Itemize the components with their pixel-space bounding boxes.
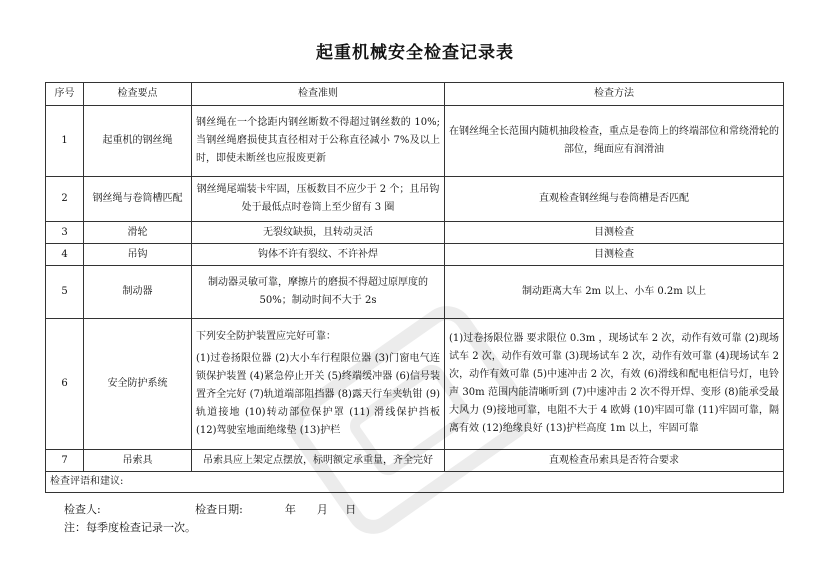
month-label: 月	[316, 503, 328, 516]
criteria-list: (1)过卷扬限位器 (2)大小车行程限位器 (3)门窗电气连锁保护装置 (4)紧急停止开关 (5)终端缓冲器 (6)信号装置齐全完好 (7)轨道端部阻挡器 (8)露天行车夹轨钳 (9)轨道接地 (10)转动部位保护罩 (11) 滑线保护挡板 (12)驾驶室地面绝缘垫 (13)护栏	[196, 353, 440, 436]
row-method: 制动距离大车 2m 以上、小车 0.2m 以上	[445, 266, 784, 319]
inspection-table	[45, 82, 784, 493]
row-criteria: 钢丝绳尾端装卡牢固，压板数目不应少于 2 个；且吊钩处于最低点时卷筒上至少留有 3 圈	[192, 177, 445, 222]
header-point: 检查要点	[84, 83, 192, 106]
header-method: 检查方法	[445, 83, 784, 106]
row-point: 起重机的钢丝绳	[84, 106, 192, 177]
table-row	[46, 222, 784, 244]
row-point: 制动器	[84, 266, 192, 319]
comments-label: 检查评语和建议:	[46, 472, 784, 493]
footer-note: 注：每季度检查记录一次。	[64, 521, 196, 534]
row-method: (1)过卷扬限位器 要求限位 0.3m ，现场试车 2 次，动作有效可靠 (2)现场试车 2 次，动作有效可靠 (3)现场试车 2 次，动作有效可靠 (4)现场试车 2 次，动作有效可靠 (5)中速冲击 2 次，有效 (6)滑线和配电柜信号灯，电铃声 30m 范围内能清晰听到 (7)中速冲击 2 次不得开焊、变形 (8)能承受最大风力 (9)接地可靠，电阻不大于 4 欧姆 (10)牢固可靠 (11)牢固可靠，隔离有效 (12)绝缘良好 (13)护栏高度 1m 以上，牢固可靠	[445, 319, 784, 450]
page-title: 起重机械安全检查记录表	[316, 43, 514, 63]
row-method: 目测检查	[445, 222, 784, 244]
day-label: 日	[345, 503, 357, 516]
header-criteria: 检查准则	[192, 83, 445, 106]
row-seq: 4	[46, 244, 84, 266]
year-label: 年	[284, 503, 296, 516]
table-row	[46, 177, 784, 222]
row-method: 直观检查吊索具是否符合要求	[445, 450, 784, 472]
row-criteria: 钩体不许有裂纹、不许补焊	[192, 244, 445, 266]
row-point: 钢丝绳与卷筒槽匹配	[84, 177, 192, 222]
table-row	[46, 450, 784, 472]
header-seq: 序号	[46, 83, 84, 106]
row-criteria: 无裂纹缺损，且转动灵活	[192, 222, 445, 244]
signature-line	[64, 501, 356, 517]
row-point: 滑轮	[84, 222, 192, 244]
table-row	[46, 319, 784, 450]
table-row	[46, 106, 784, 177]
row-point: 吊索具	[84, 450, 192, 472]
row-point: 安全防护系统	[84, 319, 192, 450]
row-seq: 5	[46, 266, 84, 319]
row-method: 目测检查	[445, 244, 784, 266]
row-criteria: 钢丝绳在一个捻距内钢丝断数不得超过钢丝数的 10%;当钢丝绳磨损使其直径相对于公称直径减小 7%及以上时，即使未断丝也应报废更新	[192, 106, 445, 177]
row-method: 在钢丝绳全长范围内随机抽段检查，重点是卷筒上的终端部位和常绕滑轮的部位，绳面应有润滑油	[445, 106, 784, 177]
row-seq: 3	[46, 222, 84, 244]
table-row	[46, 244, 784, 266]
row-seq: 7	[46, 450, 84, 472]
criteria-intro: 下列安全防护装置应完好可靠：	[196, 331, 336, 342]
inspector-label: 检查人:	[64, 503, 101, 516]
table-row	[46, 266, 784, 319]
row-seq: 2	[46, 177, 84, 222]
row-criteria: 制动器灵敏可靠，摩擦片的磨损不得超过原厚度的 50%；制动时间不大于 2s	[192, 266, 445, 319]
row-criteria	[192, 319, 445, 450]
row-seq: 6	[46, 319, 84, 450]
date-label: 检查日期:	[195, 503, 243, 516]
comments-row	[46, 472, 784, 493]
row-method: 直观检查钢丝绳与卷筒槽是否匹配	[445, 177, 784, 222]
table-header-row	[46, 83, 784, 106]
row-seq: 1	[46, 106, 84, 177]
row-criteria: 吊索具应上架定点摆放，标明额定承重量，齐全完好	[192, 450, 445, 472]
row-point: 吊钩	[84, 244, 192, 266]
